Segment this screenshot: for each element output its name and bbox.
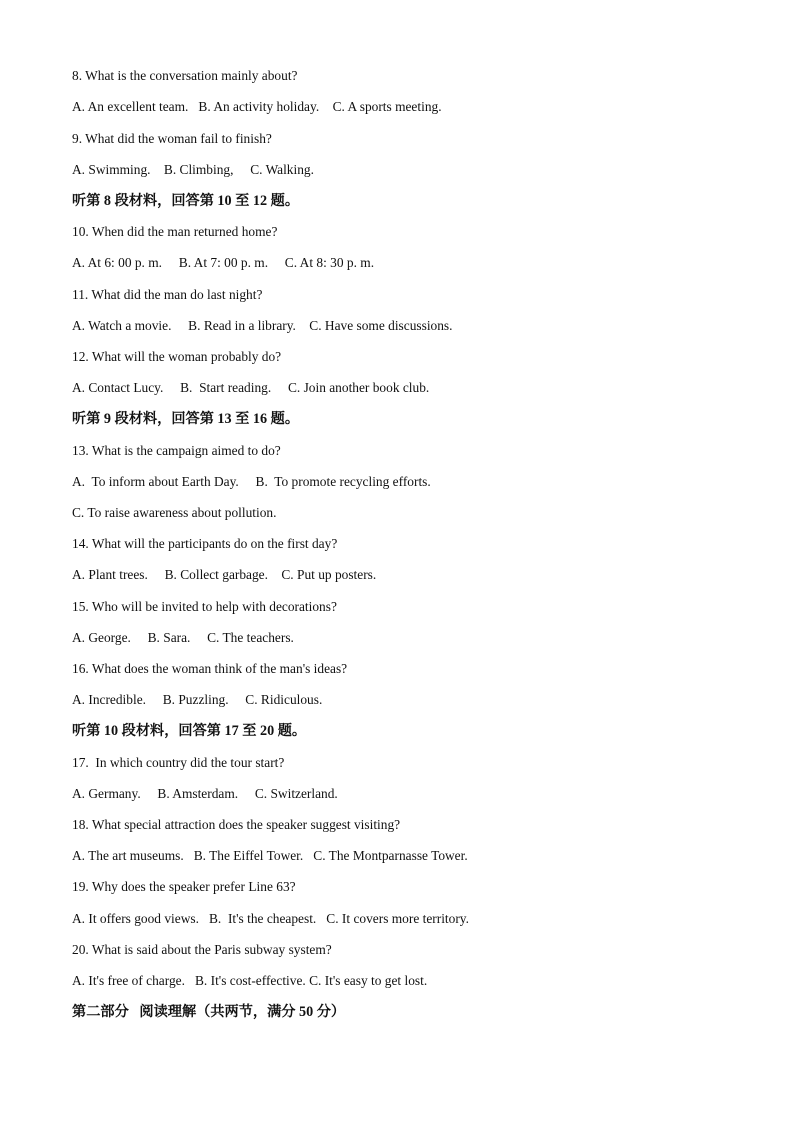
options-8: A. An excellent team. B. An activity holiday. C. A sports meeting.	[72, 99, 442, 114]
question-20: 20. What is said about the Paris subway system?	[72, 942, 332, 957]
question-17: 17. In which country did the tour start?	[72, 755, 285, 770]
question-11: 11. What did the man do last night?	[72, 287, 263, 302]
options-18: A. The art museums. B. The Eiffel Tower. C. The Montparnasse Tower.	[72, 848, 468, 863]
section-heading-10: 听第 10 段材料，回答第 17 至 20 题。	[72, 723, 307, 739]
question-12: 12. What will the woman probably do?	[72, 349, 282, 364]
options-12: A. Contact Lucy. B. Start reading. C. Join another book club.	[72, 380, 430, 395]
options-17: A. Germany. B. Amsterdam. C. Switzerland.	[72, 786, 338, 801]
question-9: 9. What did the woman fail to finish?	[72, 131, 272, 146]
options-13-ab: A. To inform about Earth Day. B. To promote recycling efforts.	[72, 474, 431, 489]
section-heading-8: 听第 8 段材料，回答第 10 至 12 题。	[72, 193, 300, 209]
options-11: A. Watch a movie. B. Read in a library. C. Have some discussions.	[72, 318, 453, 333]
options-9: A. Swimming. B. Climbing, C. Walking.	[72, 162, 314, 177]
question-10: 10. When did the man returned home?	[72, 224, 278, 239]
options-16: A. Incredible. B. Puzzling. C. Ridiculous.	[72, 692, 323, 707]
part-two-heading: 第二部分 阅读理解（共两节，满分 50 分）	[72, 1004, 346, 1020]
question-19: 19. Why does the speaker prefer Line 63?	[72, 879, 296, 894]
options-13-c: C. To raise awareness about pollution.	[72, 505, 277, 520]
options-20: A. It's free of charge. B. It's cost-effective. C. It's easy to get lost.	[72, 973, 428, 988]
options-15: A. George. B. Sara. C. The teachers.	[72, 630, 294, 645]
options-19: A. It offers good views. B. It's the cheapest. C. It covers more territory.	[72, 911, 469, 926]
question-13: 13. What is the campaign aimed to do?	[72, 443, 281, 458]
options-14: A. Plant trees. B. Collect garbage. C. Put up posters.	[72, 567, 377, 582]
question-15: 15. Who will be invited to help with decorations?	[72, 599, 337, 614]
question-14: 14. What will the participants do on the first day?	[72, 536, 338, 551]
question-18: 18. What special attraction does the speaker suggest visiting?	[72, 817, 401, 832]
section-heading-9: 听第 9 段材料，回答第 13 至 16 题。	[72, 411, 300, 427]
question-16: 16. What does the woman think of the man's ideas?	[72, 661, 348, 676]
options-10: A. At 6: 00 p. m. B. At 7: 00 p. m. C. At 8: 30 p. m.	[72, 255, 375, 270]
question-8: 8. What is the conversation mainly about?	[72, 68, 298, 83]
